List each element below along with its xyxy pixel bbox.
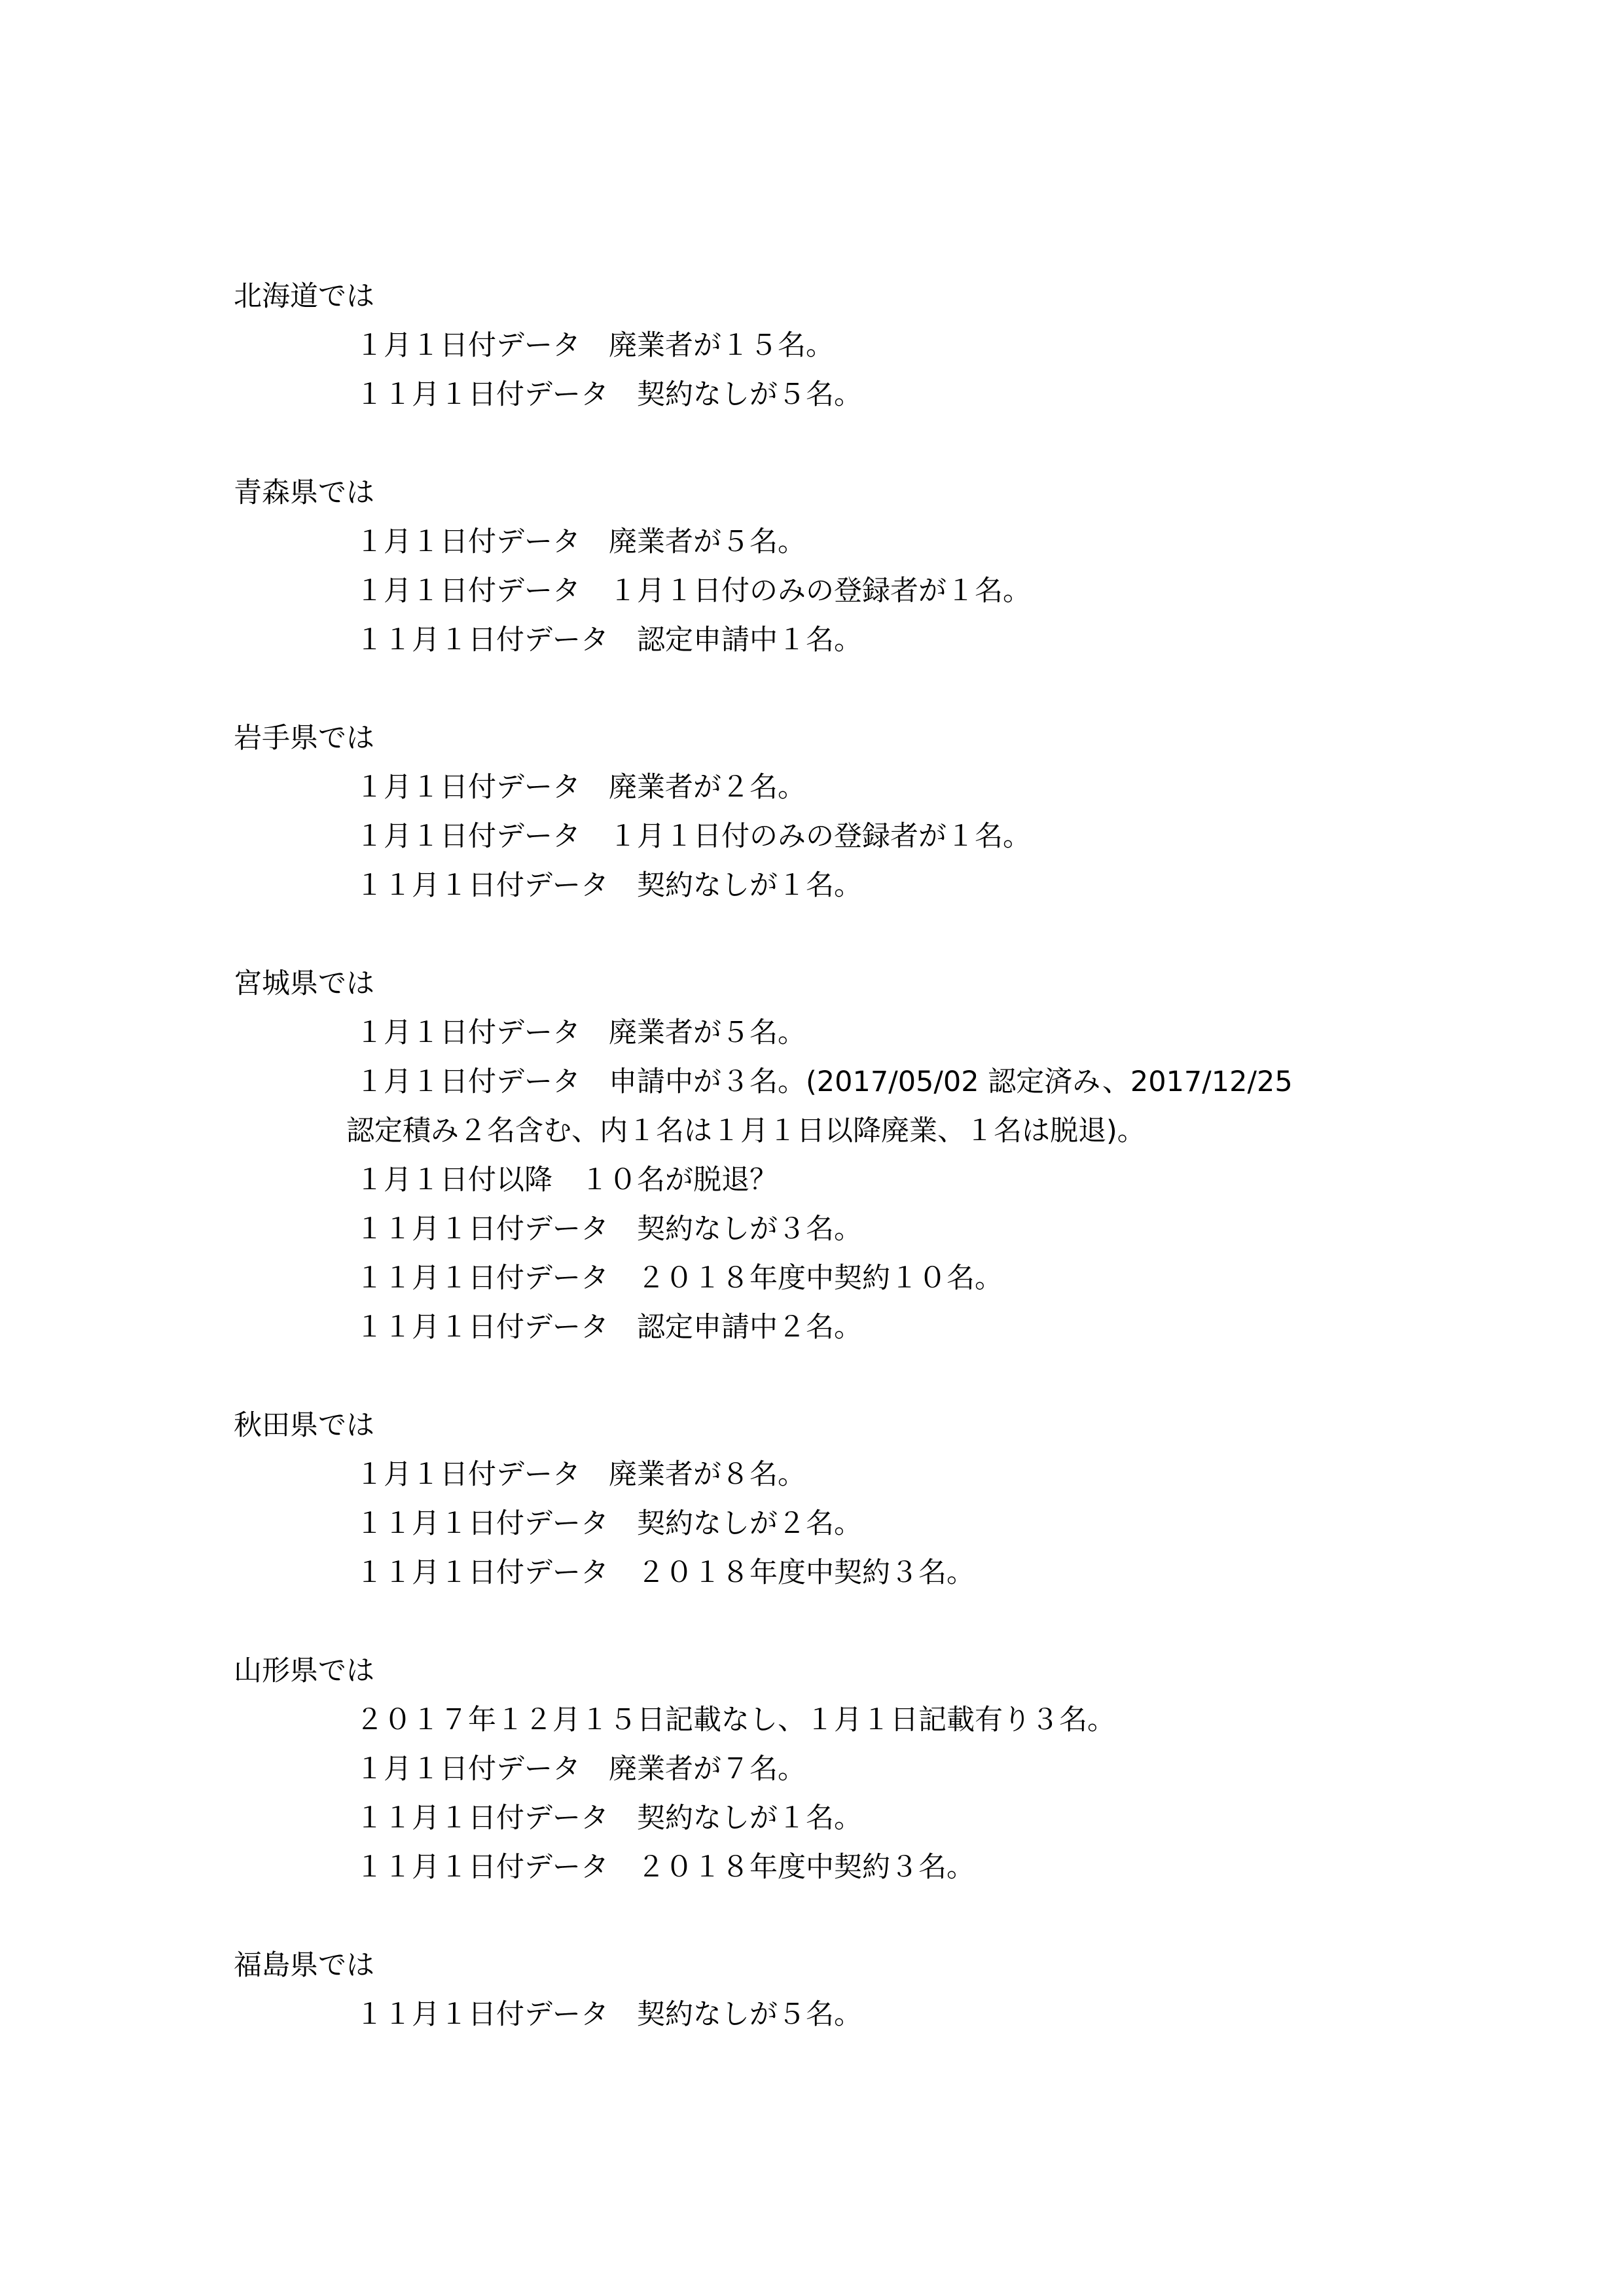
section-line: １１月１日付データ 契約なしが１名。: [355, 1802, 862, 1835]
section-heading: 宮城県では: [234, 967, 374, 1000]
section-line: １１月１日付データ 認定申請中２名。: [355, 1311, 862, 1344]
section-line: １１月１日付データ 認定申請中１名。: [355, 624, 862, 656]
section-iwate: [234, 714, 1510, 910]
section-line-continuation: 認定積み２名含む、内１名は１月１日以降廃業、１名は脱退)。: [346, 1115, 1146, 1147]
section-line: １１月１日付データ ２０１８年度中契約３名。: [355, 1851, 975, 1884]
section-heading: 岩手県では: [234, 722, 374, 755]
section-line: １１月１日付データ 契約なしが２名。: [355, 1507, 862, 1540]
section-line: １月１日付以降 １０名が脱退？: [355, 1164, 778, 1196]
section-heading: 青森県では: [234, 476, 374, 509]
section-line: １月１日付データ 廃業者が５名。: [355, 526, 806, 558]
section-line: １１月１日付データ 契約なしが５名。: [355, 1998, 862, 2031]
section-line: １月１日付データ 廃業者が７名。: [355, 1753, 806, 1785]
section-line: １月１日付データ １月１日付のみの登録者が１名。: [355, 575, 1031, 607]
section-hokkaido: [234, 272, 1510, 420]
section-miyagi: [234, 960, 1510, 1352]
section-heading: 北海道では: [234, 280, 374, 313]
section-line: １月１日付データ 申請中が３名。(2017/05/02 認定済み、2017/12/25: [355, 1066, 1293, 1098]
section-line: １月１日付データ 廃業者が２名。: [355, 771, 806, 804]
section-line: １月１日付データ 廃業者が１５名。: [355, 329, 834, 362]
section-line: １１月１日付データ 契約なしが５名。: [355, 378, 862, 411]
section-line: １１月１日付データ ２０１８年度中契約１０名。: [355, 1262, 1003, 1295]
section-heading: 秋田県では: [234, 1409, 374, 1442]
section-line: １月１日付データ １月１日付のみの登録者が１名。: [355, 820, 1031, 853]
section-line: ２０１７年１２月１５日記載なし、１月１日記載有り３名。: [355, 1704, 1115, 1736]
document-body: [234, 272, 1510, 2089]
section-line: １１月１日付データ 契約なしが３名。: [355, 1213, 862, 1246]
section-line: １１月１日付データ ２０１８年度中契約３名。: [355, 1556, 975, 1589]
section-line: １月１日付データ 廃業者が５名。: [355, 1016, 806, 1049]
section-aomori: [234, 469, 1510, 665]
section-heading: 福島県では: [234, 1949, 374, 1982]
section-akita: [234, 1401, 1510, 1598]
section-heading: 山形県では: [234, 1655, 374, 1687]
section-line: １月１日付データ 廃業者が８名。: [355, 1458, 806, 1491]
section-line: １１月１日付データ 契約なしが１名。: [355, 869, 862, 902]
section-fukushima: [234, 1941, 1510, 2039]
section-yamagata: [234, 1647, 1510, 1892]
